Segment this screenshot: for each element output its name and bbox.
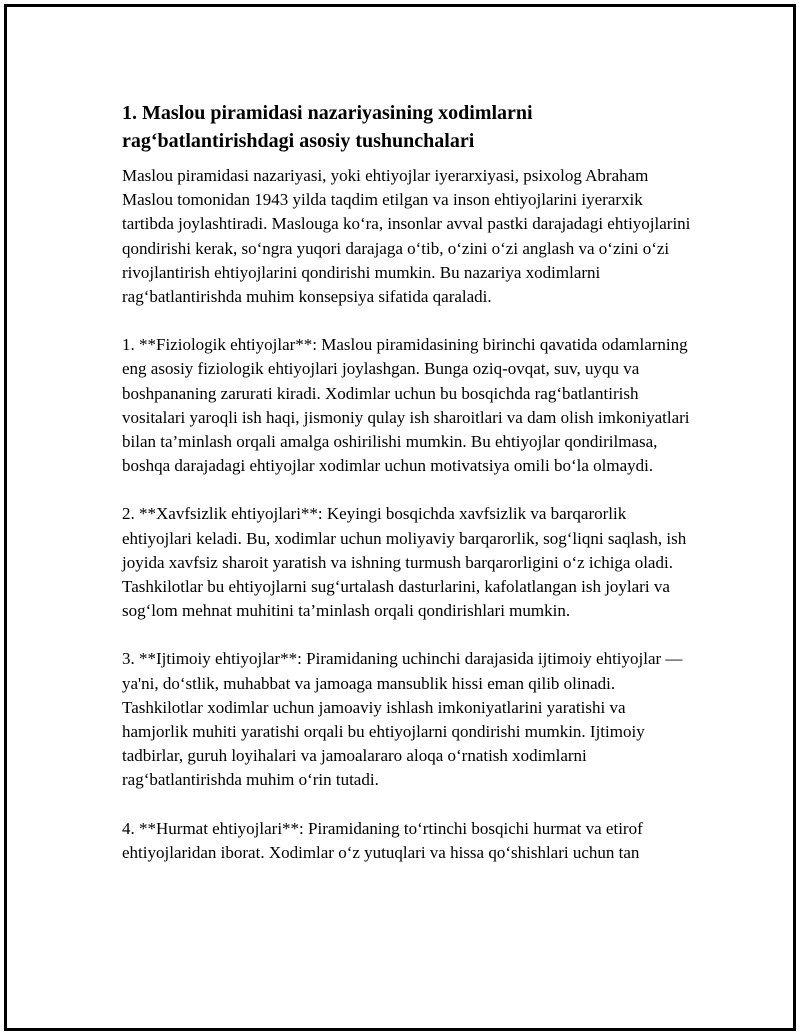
safety-needs-paragraph: 2. **Xavfsizlik ehtiyojlari**: Keyingi bosqichda xavfsizlik va barqarorlik ehtiyojlari keladi. Bu, xodimlar uchun moliyaviy barqarorlik, sog‘liqni saqlash, ish joyida xavfsiz sharoit yaratish va ishning turmush barqarorligini o‘z ichiga oladi. Tashkilotlar bu ehtiyojlarni sug‘urtalash dasturlarini, kafolatlangan ish joylari va sog‘lom mehnat muhitini ta’minlash orqali qondirishlari mumkin. xyxy=(122,504,687,621)
intro-paragraph: Maslou piramidasi nazariyasi, yoki ehtiyojlar iyerarxiyasi, psixolog Abraham Maslou tomonidan 1943 yilda taqdim etilgan va inson ehtiyojlarini iyerarxik tartibda joylashtiradi. Maslouga ko‘ra, insonlar avval pastki darajadagi ehtiyojlarini qondirishi kerak, so‘ngra yuqori darajaga o‘tib, o‘zini o‘zi anglash va o‘zini o‘zi rivojlantirish ehtiyojlarini qondirishi mumkin. Bu nazariya xodimlarni rag‘batlantirishda muhim konsepsiya sifatida qaraladi. xyxy=(122,166,691,307)
page-frame xyxy=(4,4,796,1031)
physiological-needs-paragraph: 1. **Fiziologik ehtiyojlar**: Maslou piramidasining birinchi qavatida odamlarning eng asosiy fiziologik ehtiyojlari joylashgan. Bunga oziq-ovqat, suv, uyqu va boshpananing zarurati kiradi. Xodimlar uchun bu bosqichda rag‘batlantirish vositalari yaroqli ish haqi, jismoniy qulay ish sharoitlari va dam olish imkoniyatlari bilan ta’minlash orqali amalga oshirilishi mumkin. Bu ehtiyojlar qondirilmasa, boshqa darajadagi ehtiyojlar xodimlar uchun motivatsiya omili bo‘la olmaydi. xyxy=(122,335,690,476)
section-heading: 1. Maslou piramidasi nazariyasining xodimlarni rag‘batlantirishdagi asosiy tushunchalari xyxy=(122,102,533,152)
social-needs-paragraph: 3. **Ijtimoiy ehtiyojlar**: Piramidaning uchinchi darajasida ijtimoiy ehtiyojlar — ya'ni, do‘stlik, muhabbat va jamoaga mansublik hissi eman qilib olinadi. Tashkilotlar xodimlar uchun jamoaviy ishlash imkoniyatlarini yaratishi va hamjorlik muhiti yaratishi orqali bu ehtiyojlarni qondirishi mumkin. Ijtimoiy tadbirlar, guruh loyihalari va jamoalararo aloqa o‘rnatish xodimlarni rag‘batlantirishda muhim o‘rin tutadi. xyxy=(122,649,683,790)
document-body xyxy=(122,99,692,889)
esteem-needs-paragraph: 4. **Hurmat ehtiyojlari**: Piramidaning to‘rtinchi bosqichi hurmat va etirof ehtiyojlaridan iborat. Xodimlar o‘z yutuqlari va hissa qo‘shishlari uchun tan xyxy=(122,818,643,862)
